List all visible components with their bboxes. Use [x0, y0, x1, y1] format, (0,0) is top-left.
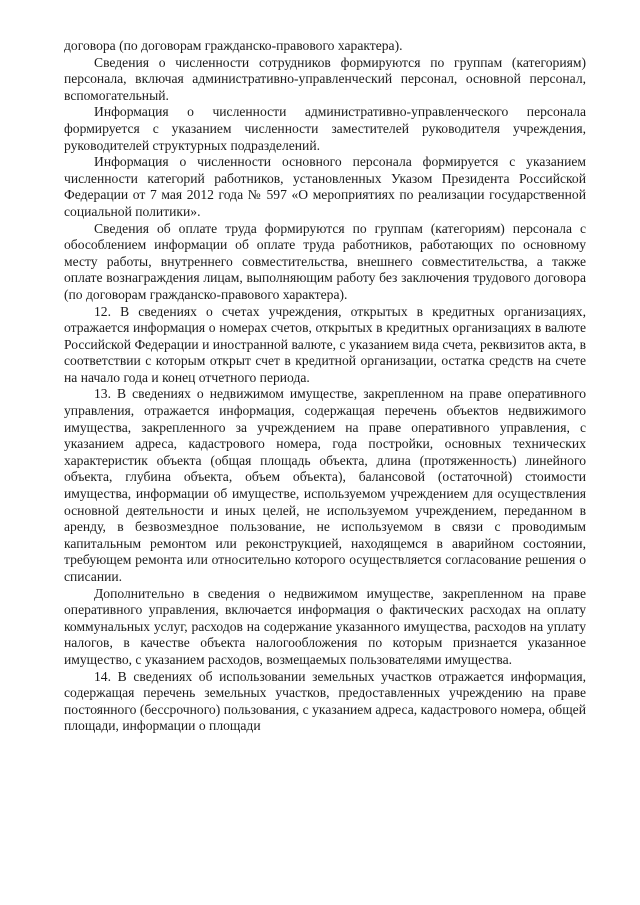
paragraph-salary: Сведения об оплате труда формируются по группам (категориям) персонала с обособлением информации об оплате труда работников, работающих по основному месту работы, внутреннего совместительства, внешнего совместительства, а также оплате вознаграждения лицам, выполняющим работу без заключения трудового договора (по договорам гражданско-правового характера).: [64, 220, 586, 302]
paragraph-continuation: договора (по договорам гражданско-правового характера).: [64, 38, 403, 53]
paragraph-staff-count: Сведения о численности сотрудников формируются по группам (категориям) персонала, включая административно-управленческий персонал, основной персонал, вспомогательный.: [64, 54, 586, 103]
paragraph-item-14-land: 14. В сведениях об использовании земельных участков отражается информация, содержащая перечень земельных участков, предоставленных учреждению на праве постоянного (бессрочного) пользования, с указанием адреса, кадастрового номера, общей площади, информации о площади: [64, 668, 586, 734]
paragraph-item-12-accounts: 12. В сведениях о счетах учреждения, открытых в кредитных организациях, отражается информация о номерах счетов, открытых в кредитных организациях в валюте Российской Федерации и иностранной валюте, с указанием вида счета, реквизитов акта, в соответствии с которым открыт счет в кредитной организации, остатка средств на счете на начало года и конец отчетного периода.: [64, 303, 586, 385]
paragraph-main-staff: Информация о численности основного персонала формируется с указанием численности категорий работников, установленных Указом Президента Российской Федерации от 7 мая 2012 года № 597 «О мероприятиях по реализации государственной социальной политики».: [64, 154, 586, 219]
paragraph-item-13-real-estate: 13. В сведениях о недвижимом имуществе, закрепленном на праве оперативного управления, отражается информация, содержащая перечень объектов недвижимого имущества, закрепленного за учреждением на праве оперативного управления, с указанием адреса, кадастрового номера, года постройки, основных технических характеристик объекта (общая площадь объекта, длина (протяженность) линейного объекта, глубина объекта, объем объекта), балансовой (остаточной) стоимости имущества, информации об имуществе, используемом учреждением для осуществления основной деятельности и иных целей, не используемом учреждением, переданном в аренду, в безвозмездное пользование, не используемом в связи с проводимым капитальным ремонтом или реконструкцией, находящемся в аварийном состоянии, требующем ремонта или относительно которого осуществляется согласование решения о списании.: [64, 386, 586, 584]
paragraph-real-estate-expenses: Дополнительно в сведения о недвижимом имуществе, закрепленном на праве оперативного управления, включается информация о фактических расходах на оплату коммунальных услуг, расходов на содержание указанного имущества, расходов на уплату налогов, в качестве объекта налогообложения по которым признается указанное имущество, с указанием расходов, возмещаемых пользователями имущества.: [64, 585, 586, 667]
document-page: [64, 38, 586, 735]
paragraph-admin-staff: Информация о численности административно-управленческого персонала формируется с указанием численности заместителей руководителя учреждения, руководителей структурных подразделений.: [64, 104, 586, 153]
